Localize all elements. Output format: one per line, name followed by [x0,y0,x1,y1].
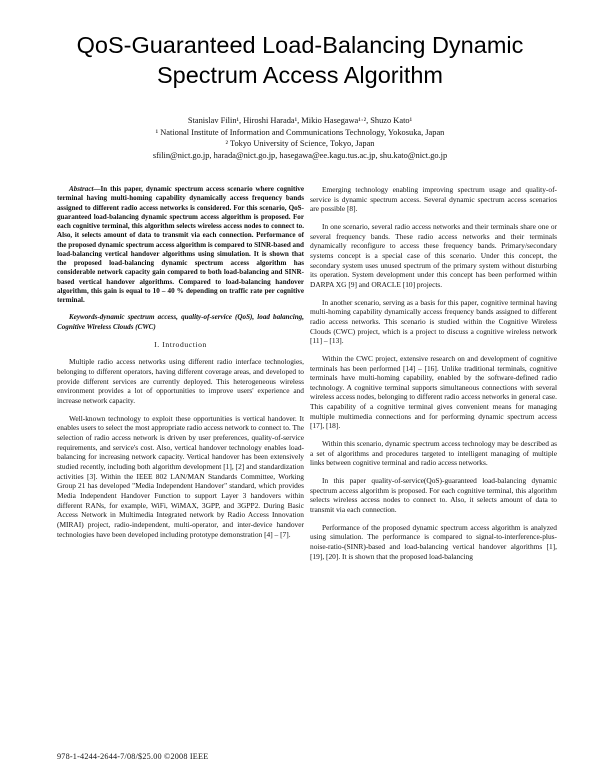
right-column [310,185,557,569]
abstract-text: In this paper, dynamic spectrum access scenario where cognitive terminal having multi-homing capability dynamically access frequency bands assigned to different radio access networks is considered. For this scenario, QoS-guaranteed load-balancing dynamic spectrum access algorithm is proposed. For each cognitive terminal, this algorithm selects wireless access nodes to connect to. Also, it selects amount of data to transmit via each connection. Performance of the proposed dynamic spectrum access algorithm is compared to SINR-based and load-balancing vertical handover algorithms using simulation. It is shown that the proposed load-balancing dynamic spectrum access algorithm has considerable network capacity gain compared to both load-balancing and SINR-based vertical handover algorithms. Compared to load-balancing handover algorithm, this gain is equal to 10 – 40 % depending on traffic rate per cognitive terminal. [57,185,304,304]
author-emails: sfilin@nict.go.jp, harada@nict.go.jp, hasegawa@ee.kagu.tus.ac.jp, shu.kato@nict.go.jp [152,150,448,160]
paper-title: QoS-Guaranteed Load-Balancing Dynamic Spectrum Access Algorithm [76,32,524,88]
affiliation-1: ¹ National Institute of Information and Communications Technology, Yokosuka, Japan [155,127,445,137]
paragraph: In one scenario, several radio access networks and their terminals share one or several frequency bands. These radio access networks and their terminals dynamically reconfigure to access these frequency bands. Primary/secondary systems concept is a special case of this scenario. Under this concept, the secondary system uses unused spectrum of the primary system without disturbing its operation. System development under this concept has been performed within DARPA XG [9] and ORACLE [10] projects. [310,221,557,289]
paragraph: Well-known technology to exploit these opportunities is vertical handover. It enables users to select the most appropriate radio access network to connect to. The selection of radio access network is driven by user preferences, quality-of-service requirements, and service's cost. Also, vertical handover technology enables load-balancing for increasing network capacity. Vertical handover has been extensively studied recently, including both algorithm development [1], [2] and standardization activities [3]. Within the IEEE 802 LAN/MAN Standards Committee, Working Group 21 has developed "Media Independent Handover" standard, which provides Media Independent Handover Function to support Layer 3 handovers within different RANs, for example, WiFi, WiMAX, 3GPP, and 3GPP2. During Basic Access Network in Multimedia Integrated network by Radio Access Innovation (MIRAI) project, radio-independent, multi-operator, and inter-device handover technologies have been developed including prototype demonstration [4] – [7]. [57,413,304,539]
copyright-footer: 978-1-4244-2644-7/08/$25.00 ©2008 IEEE [57,752,209,761]
left-column [57,185,304,547]
paragraph: Within the CWC project, extensive research on and development of cognitive terminals has been performed [14] – [16]. Unlike traditional terminals, cognitive terminals have multi-homing capability, enabled by the software-defined radio technology. A cognitive terminal supports simultaneous connections with several wireless access nodes, belonging to different radio access networks in general case. This capability of a cognitive terminal gives convenient means for managing multiple multimedia connections and for performing dynamic spectrum access [17], [18]. [310,353,557,431]
abstract-label: Abstract— [69,185,101,193]
paragraph: In another scenario, serving as a basis for this paper, cognitive terminal having multi-homing capability dynamically access frequency bands assigned to different radio access networks. This scenario is studied within the Cognitive Wireless Clouds (CWC) project, which is a project to discuss a cognitive wireless network [11] – [13]. [310,297,557,346]
abstract [57,185,304,305]
author-names: Stanislav Filin¹, Hiroshi Harada¹, Mikio Hasegawa¹·², Shuzo Kato¹ [187,116,413,125]
paragraph: Within this scenario, dynamic spectrum access technology may be described as a set of algorithms and procedures targeted to intelligent managing of multiple links between cognitive terminal and radio access networks. [310,439,557,468]
paragraph: Performance of the proposed dynamic spectrum access algorithm is analyzed using simulation. The performance is compared to signal-to-interference-plus-noise-ratio-(SINR)-based and load-balancing vertical handover algorithms [1], [19], [20]. It is shown that the proposed load-balancing [310,522,557,561]
affiliation-2: ² Tokyo University of Science, Tokyo, Japan [225,139,375,148]
paragraph: In this paper quality-of-service(QoS)-guaranteed load-balancing dynamic spectrum access algorithm is proposed. For each cognitive terminal, this algorithm selects wireless access nodes to connect to. Also, it selects amount of data to transmit via each connection. [310,476,557,515]
paragraph: Multiple radio access networks using different radio interface technologies, belonging to different operators, having different coverage areas, and developed to provide different services are currently deployed. This heterogeneous wireless environment provides a lot of opportunities to improve users' experience and increase network capacity. [57,357,304,406]
paragraph: Emerging technology enabling improving spectrum usage and quality-of-service is dynamic spectrum access. Several dynamic spectrum access scenarios are possible [8]. [310,185,557,214]
keywords: Keywords-dynamic spectrum access, quality-of-service (QoS), load balancing, Cognitive Wireless Clouds (CWC) [57,313,304,331]
author-block [40,115,560,161]
section-heading-introduction: I. Introduction [154,339,207,349]
